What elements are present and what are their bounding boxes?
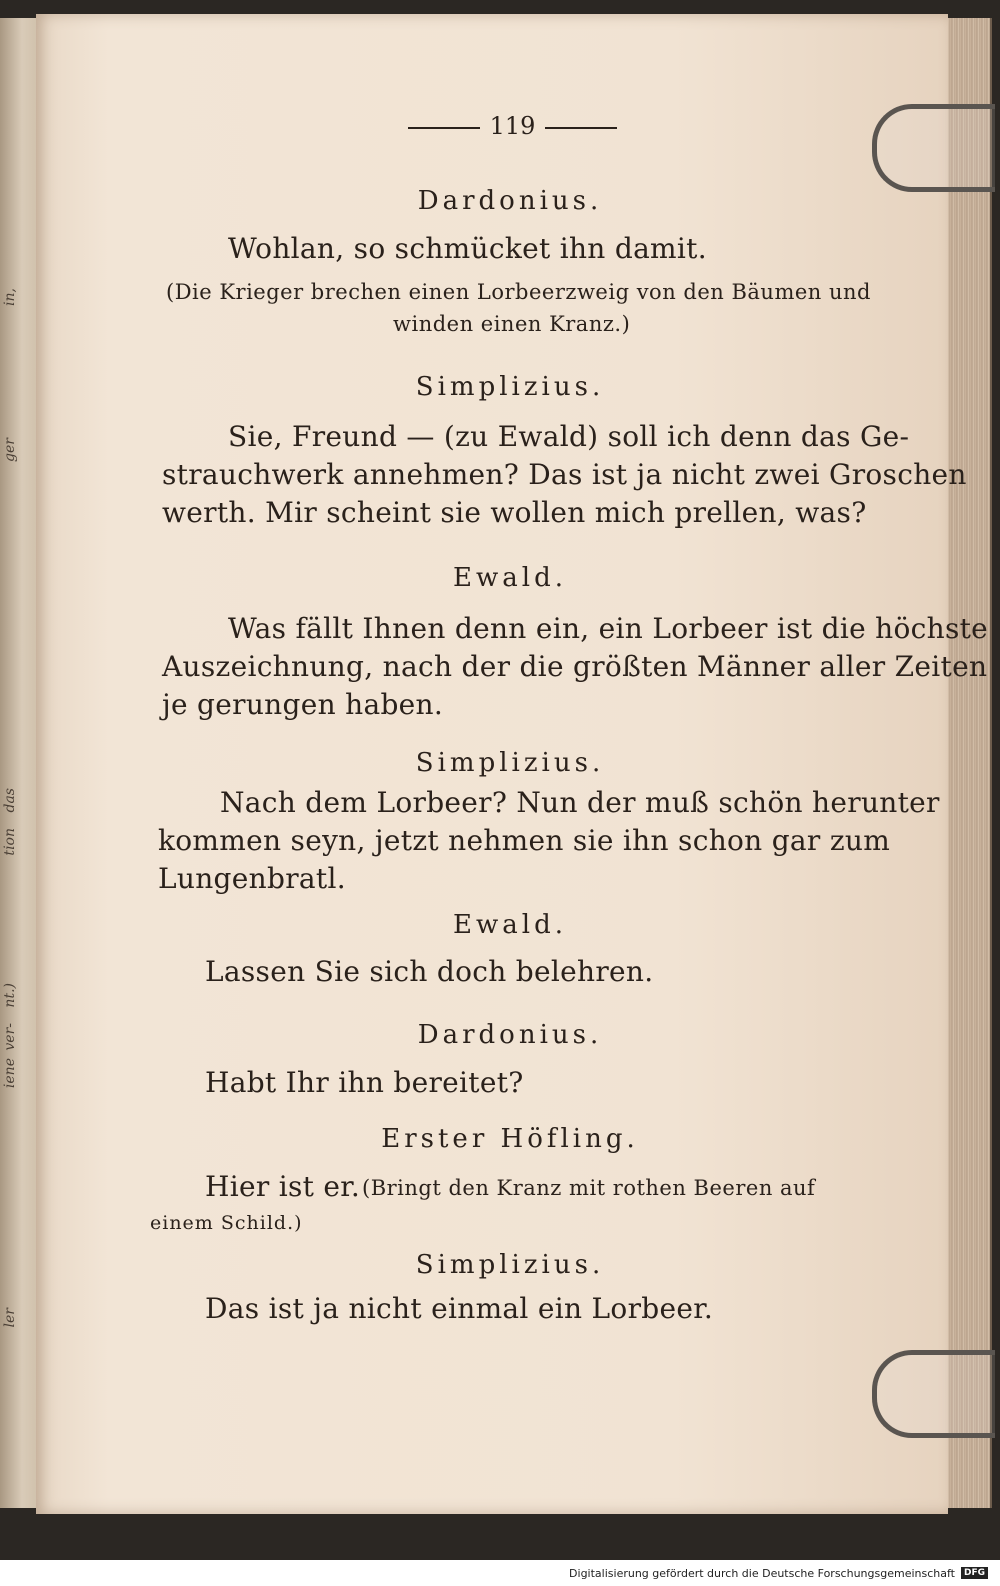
stage-direction: einem Schild.) (150, 1212, 303, 1234)
speaker-name: Simplizius. (415, 748, 605, 778)
dialog-line: Wohlan, so schmücket ihn damit. (228, 232, 707, 265)
left-page-fragment: in, (2, 288, 18, 306)
dialog-line: kommen seyn, jetzt nehmen sie ihn schon gar zum (158, 824, 891, 857)
stage-direction: (Bringt den Kranz mit rothen Beeren auf (362, 1176, 816, 1200)
left-page-fragment: ler (2, 1308, 18, 1328)
stage-direction: winden einen Kranz.) (393, 312, 631, 336)
left-page-fragment: iene (2, 1058, 18, 1089)
dialog-line: Nach dem Lorbeer? Nun der muß schön herunter (220, 786, 940, 819)
left-page-fragment: nt.) (2, 983, 18, 1008)
dfg-logo: DFG (961, 1567, 988, 1579)
dialog-line: Hier ist er. (205, 1170, 361, 1203)
page-number-value: 119 (489, 112, 536, 140)
dialog-line: Lungenbratl. (158, 862, 346, 895)
speaker-name: Simplizius. (415, 1250, 605, 1280)
dialog-line: strauchwerk annehmen? Das ist ja nicht zwei Groschen (162, 458, 967, 491)
left-page-fragment: ger (2, 438, 18, 462)
stage-direction: (Die Krieger brechen einen Lorbeerzweig von den Bäumen und (166, 280, 871, 304)
left-page-fragment: das (2, 788, 18, 813)
digitization-footer (0, 1560, 1000, 1586)
speaker-name: Simplizius. (415, 372, 605, 402)
speaker-name: Ewald. (453, 910, 567, 940)
footer-credit: Digitalisierung gefördert durch die Deutsche Forschungsgemeinschaft (569, 1566, 955, 1580)
page-number (395, 112, 630, 140)
speaker-name: Erster Höfling. (381, 1124, 639, 1154)
dialog-line: Auszeichnung, nach der die größten Männer aller Zeiten (162, 650, 988, 683)
dialog-line: werth. Mir scheint sie wollen mich prellen, was? (162, 496, 867, 529)
dialog-line: Was fällt Ihnen denn ein, ein Lorbeer ist die höchste (228, 612, 989, 645)
left-page-fragment: ver- (2, 1023, 18, 1051)
speaker-name: Dardonius. (417, 1020, 603, 1050)
dialog-line: Das ist ja nicht einmal ein Lorbeer. (205, 1292, 714, 1325)
dialog-line: Lassen Sie sich doch belehren. (205, 955, 654, 988)
dialog-line: Habt Ihr ihn bereitet? (205, 1066, 524, 1099)
rule-right (545, 127, 617, 129)
rule-left (408, 127, 480, 129)
speaker-name: Ewald. (453, 563, 567, 593)
left-page-fragment: tion (2, 828, 18, 856)
dialog-line: je gerungen haben. (162, 688, 444, 721)
dialog-line: Sie, Freund — (zu Ewald) soll ich denn das Ge- (228, 420, 910, 453)
speaker-name: Dardonius. (417, 186, 603, 216)
